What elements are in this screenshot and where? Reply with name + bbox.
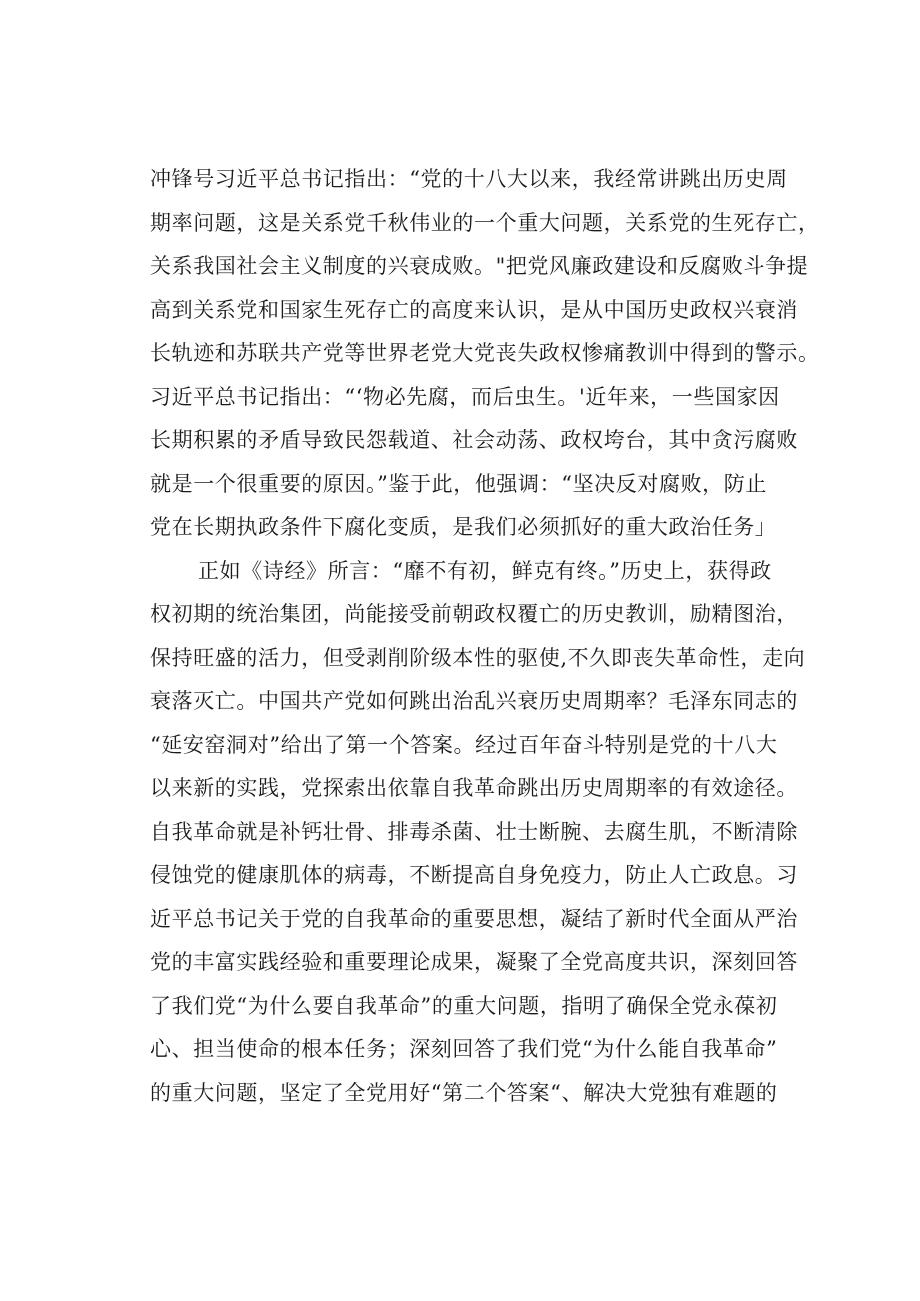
text-line: 党在长期执政条件下腐化变质，是我们必须抓好的重大政治任务」 xyxy=(150,515,777,539)
text-line: 保持旺盛的活力，但受剥削阶级本性的驱使,不久即丧失革命性，走向 xyxy=(150,645,806,670)
paragraph-2 xyxy=(150,550,806,1116)
text-line: 侵蚀党的健康肌体的病毒，不断提高自身免疫力，防止人亡政息。习 xyxy=(150,863,798,887)
paragraph-1 xyxy=(150,158,820,550)
text-line: 高到关系党和国家生死存亡的高度来认识，是从中国历史政权兴衰消 xyxy=(150,297,798,322)
text-line: 自我革命就是补钙壮骨、排毒杀菌、壮士断腕、去腐生肌，不断清除 xyxy=(150,819,798,844)
text-line: 就是一个很重要的原因。”鉴于此，他强调：“坚决反对腐败，防止 xyxy=(150,471,767,496)
text-line: 衰落灭亡。中国共产党如何跳出治乱兴衰历史周期率？毛泽东同志的 xyxy=(150,689,798,713)
text-line: 心、担当使命的根本任务；深刻回答了我们党“为什么能自我革命” xyxy=(150,1037,778,1061)
text-line: 关系我国社会主义制度的兴衰成败。"把党风廉政建设和反腐败斗争提 xyxy=(150,254,809,278)
text-line: 习近平总书记指出：“‘物必先腐，而后虫生。'近年来，一些国家因 xyxy=(150,384,780,409)
text-line: “延安窑洞对”给出了第一个答案。经过百年奋斗特别是党的十八大 xyxy=(150,732,778,757)
text-line: 党的丰富实践经验和重要理论成果，凝聚了全党高度共识，深刻回答 xyxy=(150,950,798,974)
text-line: 的重大问题，坚定了全党用好“第二个答案“、解决大党独有难题的 xyxy=(150,1080,778,1105)
text-line: 权初期的统治集团，尚能接受前朝政权覆亡的历史教训，励精图治， xyxy=(150,602,798,626)
text-line: 冲锋号习近平总书记指出：“党的十八大以来，我经常讲跳出历史周 xyxy=(150,167,788,191)
text-line: 期率问题，这是关系党千秋伟业的一个重大问题，关系党的生死存亡， xyxy=(150,210,820,235)
text-line: 近平总书记关于党的自我革命的重要思想，凝结了新时代全面从严治 xyxy=(150,906,798,931)
text-line: 正如《诗经》所言：“靡不有初，鲜克有终。”历史上，获得政 xyxy=(198,558,772,583)
text-line: 长轨迹和苏联共产党等世界老党大党丧失政权惨痛教训中得到的警示。 xyxy=(150,341,820,365)
text-line: 了我们党“为什么要自我革命”的重大问题，指明了确保全党永葆初 xyxy=(150,993,778,1018)
text-line: 长期积累的矛盾导致民怨载道、社会动荡、政权垮台，其中贪污腐败 xyxy=(150,428,798,452)
text-line: 以来新的实践，党探索出依靠自我革命跳出历史周期率的有效途径。 xyxy=(150,776,798,800)
